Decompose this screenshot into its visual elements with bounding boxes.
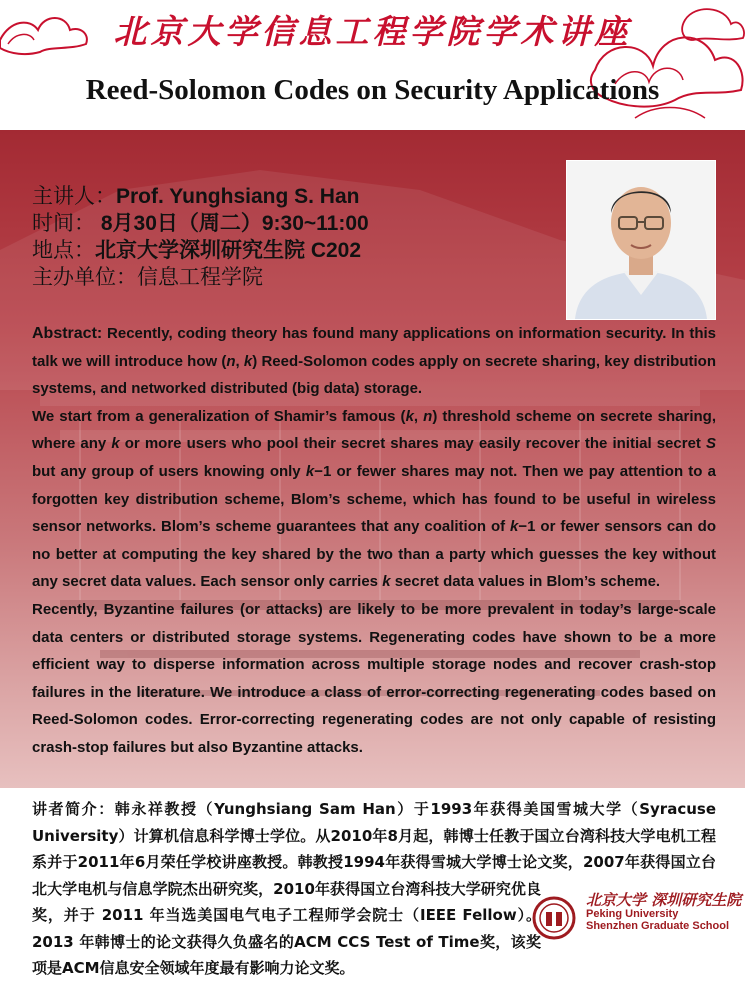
speaker-bio-text: 讲者简介：韩永祥教授（Yunghsiang Sam Han）于1993年获得美国雪城大学（Syracuse University）计算机信息科学博士学位。从2010年8月起，韩博士任教于国立台湾科技大学电机工程系并于2011年6月荣任学校讲座教授。韩教授1994年获得雪城大学博士论文奖，2007年获得国立台北大学电机与信息学院杰出研究奖，2010年获得国立台湾科技大学研究优良奖，并于 2011 年当选美国电气电子工程师学会院士（IEEE Fellow）。2013 年韩博士的论文获得久负盛名的ACM CCS Test of Time奖，该奖项是ACM信息安全领域年度最有影响力论文奖。 bbox=[32, 800, 716, 977]
abstract-label: Abstract: bbox=[32, 325, 103, 342]
speaker-label: 主讲人： bbox=[32, 184, 116, 208]
talk-title: Reed-Solomon Codes on Security Applications bbox=[85, 74, 660, 106]
time-line bbox=[32, 210, 552, 237]
abstract-text: , bbox=[235, 352, 244, 370]
pku-seal-icon bbox=[532, 896, 576, 940]
lecture-series-title: 北京大学信息工程学院学术讲座 bbox=[113, 12, 632, 51]
abstract-text: n bbox=[423, 407, 433, 425]
abstract-paragraph-3: Recently, Byzantine failures (or attacks) are likely to be more prevalent in today’s large-scale data centers or distributed storage systems. Regenerating codes have shown to be a more efficient way to disperse information across multiple storage nodes and recover crash-stop failures in the literature. We introduce a class of error-correcting regenerating codes based on Reed-Solomon codes. Error-correcting regenerating codes are not only capable of resisting crash-stop failures but also Byzantine attacks. bbox=[32, 600, 716, 756]
host-line bbox=[32, 264, 552, 291]
host-label: 主办单位： bbox=[32, 265, 137, 289]
university-name-cn: 北京大学 深圳研究生院 bbox=[586, 891, 742, 909]
place-value: 北京大学深圳研究生院 C202 bbox=[95, 239, 362, 262]
abstract-text: ) threshold scheme on secrete sharing, where any bbox=[32, 407, 716, 453]
abstract-paragraph-1 bbox=[32, 320, 716, 403]
abstract-text: k bbox=[382, 573, 391, 591]
abstract-text: k bbox=[405, 407, 414, 425]
abstract-paragraph-2 bbox=[32, 403, 716, 596]
university-name-en bbox=[586, 908, 729, 932]
abstract-text: n bbox=[226, 352, 236, 370]
abstract-text: We start from a generalization of Shamir’s famous ( bbox=[32, 407, 406, 425]
abstract-text: k bbox=[305, 462, 315, 480]
abstract-text: or more users who pool their secret shares may easily recover the initial secret bbox=[119, 435, 706, 453]
speaker-portrait-illustration bbox=[567, 161, 715, 319]
university-name-en-line1: Peking University bbox=[586, 908, 679, 920]
abstract-text: k bbox=[510, 518, 519, 536]
abstract-text: k bbox=[243, 352, 253, 370]
abstract-text: k bbox=[111, 435, 120, 453]
time-label: 时间： bbox=[32, 211, 95, 235]
speaker-line bbox=[32, 183, 552, 210]
lecture-panel bbox=[0, 130, 745, 788]
host-value: 信息工程学院 bbox=[137, 265, 263, 289]
abstract-text: −1 or fewer sensors can do no better at computing the key shared by the two than a party which guesses the key without any secret data values. Each sensor only carries bbox=[32, 518, 716, 591]
abstract-text: secret data values in Blom’s scheme. bbox=[390, 573, 661, 591]
abstract-text: but any group of users knowing only bbox=[32, 462, 306, 480]
abstract-text: S bbox=[705, 435, 716, 453]
time-value: 8月30日（周二）9:30~11:00 bbox=[95, 212, 369, 235]
speaker-name: Prof. Yunghsiang S. Han bbox=[116, 185, 360, 208]
lecture-info bbox=[32, 183, 552, 291]
abstract-section bbox=[32, 320, 716, 762]
place-line bbox=[32, 237, 552, 264]
place-label: 地点： bbox=[32, 238, 95, 262]
abstract-text: ) Reed-Solomon codes apply on secrete sharing, key distribution systems, and networked distributed (big data) storage. bbox=[32, 352, 716, 398]
university-name-en-line2: Shenzhen Graduate School bbox=[586, 920, 730, 932]
pku-shenzhen-logo bbox=[532, 888, 742, 938]
poster-header bbox=[0, 0, 745, 130]
abstract-text: , bbox=[413, 407, 424, 425]
abstract-text: Recently, coding theory has found many applications on information security. In this talk we will introduce how ( bbox=[32, 325, 716, 370]
speaker-photo bbox=[566, 160, 716, 320]
abstract-text: −1 or fewer shares may not. Then we pay attention to a forgotten key distribution scheme, Blom’s scheme, which has found to be useful in wireless sensor networks. Blom’s scheme guarantees that any coalition of bbox=[32, 462, 716, 536]
